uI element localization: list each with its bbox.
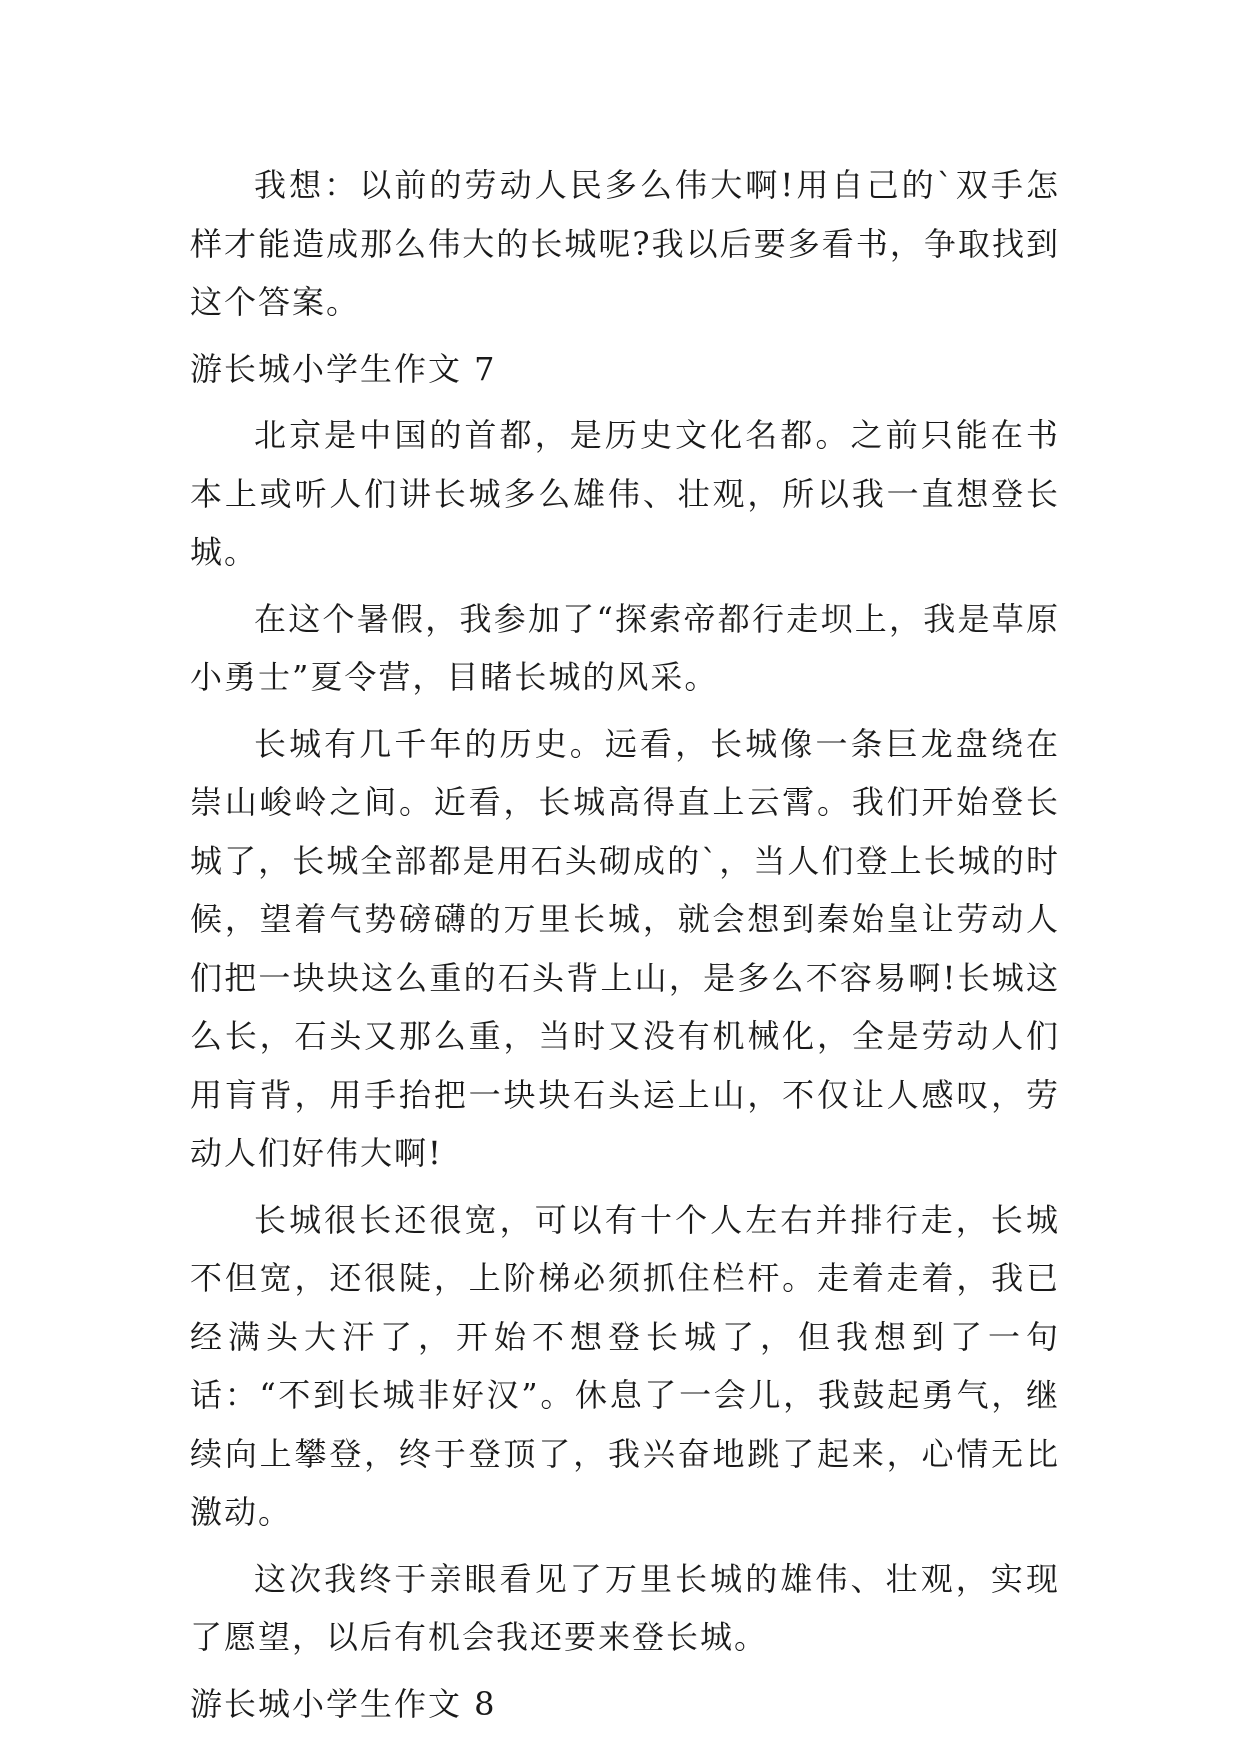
- essay-body: [190, 156, 1060, 1741]
- paragraph: 我想：以前的劳动人民多么伟大啊!用自己的`双手怎样才能造成那么伟大的长城呢?我以后要多看书，争取找到这个答案。: [190, 166, 1060, 321]
- paragraph: 这次我终于亲眼看见了万里长城的雄伟、壮观，实现了愿望，以后有机会我还要来登长城。: [190, 1559, 1060, 1656]
- paragraph: 长城有几千年的历史。远看，长城像一条巨龙盘绕在崇山峻岭之间。近看，长城高得直上云霄。我们开始登长城了，长城全部都是用石头砌成的`，当人们登上长城的时候，望着气势磅礴的万里长城，就会想到秦始皇让劳动人们把一块块这么重的石头背上山，是多么不容易啊!长城这么长，石头又那么重，当时又没有机械化，全是劳动人们用肓背，用手抬把一块块石头运上山，不仅让人感叹，劳动人们好伟大啊!: [190, 724, 1060, 1172]
- paragraph: 在这个暑假，我参加了“探索帝都行走坝上，我是草原小勇士”夏令营，目睹长城的风采。: [190, 599, 1060, 696]
- essay-heading-8: 游长城小学生作文 8: [190, 1684, 497, 1723]
- paragraph: 北京是中国的首都，是历史文化名都。之前只能在书本上或听人们讲长城多么雄伟、壮观，所以我一直想登长城。: [190, 416, 1060, 571]
- paragraph: 长城很长还很宽，可以有十个人左右并排行走，长城不但宽，还很陡，上阶梯必须抓住栏杆。走着走着，我已经满头大汗了，开始不想登长城了，但我想到了一句话：“不到长城非好汉”。休息了一会儿，我鼓起勇气，继续向上攀登，终于登顶了，我兴奋地跳了起来，心情无比激动。: [190, 1200, 1060, 1531]
- essay-heading-7: 游长城小学生作文 7: [190, 349, 497, 388]
